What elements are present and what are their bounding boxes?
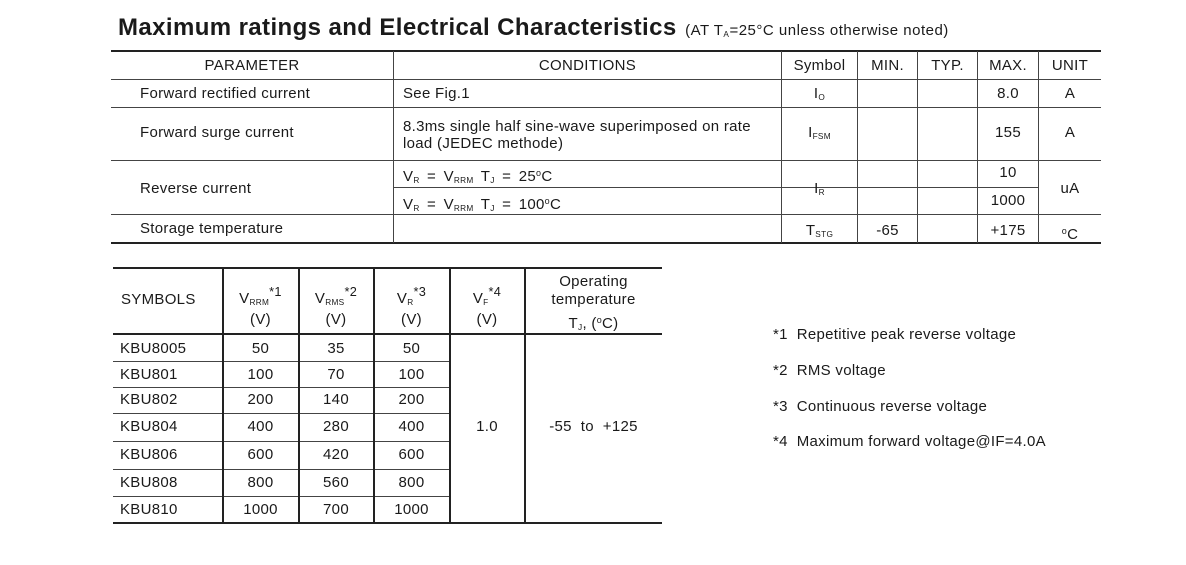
param-surge-current: Forward surge current <box>140 124 294 141</box>
param-storage-temp: Storage temperature <box>140 220 284 237</box>
header-max: MAX. <box>989 57 1027 74</box>
model-name: KBU806 <box>120 446 178 463</box>
model-vrms: 140 <box>323 391 349 408</box>
header-vrms-unit: (V) <box>325 311 347 328</box>
symbol-io: $I_O$ <box>813 85 826 103</box>
header-symbols: SYMBOLS <box>121 291 196 308</box>
model-vrrm: 200 <box>247 391 274 408</box>
header-optemp-line2: temperature <box>551 291 636 308</box>
note-item: *4 Maximum forward voltage@IF=4.0A <box>773 433 1046 450</box>
note-item: *3 Continuous reverse voltage <box>773 398 988 415</box>
header-unit: UNIT <box>1051 57 1089 74</box>
model-vr: 1000 <box>394 501 429 518</box>
model-vrms: 560 <box>323 474 349 491</box>
title-main: Maximum ratings and Electrical Characteristics <box>118 14 677 41</box>
model-name: KBU804 <box>120 418 178 435</box>
min-storage-temp: -65 <box>876 222 899 239</box>
max-reverse-25c: 10 <box>999 164 1017 181</box>
header-optemp-tj: $T_J$, ($^o$C) <box>568 314 619 332</box>
model-name: KBU808 <box>120 474 178 491</box>
vf-value: 1.0 <box>476 418 498 435</box>
model-vr: 50 <box>402 340 421 357</box>
header-min: MIN. <box>871 57 904 74</box>
header-typ: TYP. <box>931 57 964 74</box>
model-name: KBU802 <box>120 391 178 408</box>
header-parameter: PARAMETER <box>204 57 300 74</box>
max-storage-temp: +175 <box>990 222 1026 239</box>
model-vrms: 420 <box>323 446 349 463</box>
cond-surge-current: 8.3ms single half sine-wave superimposed on rate load (JEDEC methode) <box>403 118 751 152</box>
param-reverse-current: Reverse current <box>140 180 252 197</box>
symbol-tstg: $T_{STG}$ <box>805 222 834 240</box>
header-vr: $V_R^{*3}$ <box>396 284 427 308</box>
page-title <box>118 14 949 42</box>
symbol-ir: $I_R$ <box>814 180 825 198</box>
max-forward-current: 8.0 <box>997 85 1019 102</box>
model-vr: 400 <box>398 418 425 435</box>
header-optemp-line1: Operating <box>559 273 628 290</box>
cond-reverse-25c: $V_R = V_{RRM}$ $T_J = 25^oC$ <box>403 167 553 185</box>
model-vrms: 35 <box>327 340 345 357</box>
model-vrrm: 50 <box>251 340 270 357</box>
model-vrrm: 800 <box>247 474 274 491</box>
model-name: KBU801 <box>120 366 178 383</box>
header-vrrm-unit: (V) <box>250 311 271 328</box>
header-vrrm: $V_{RRM}^{*1}$ <box>239 284 282 308</box>
header-vr-unit: (V) <box>401 311 422 328</box>
model-name: KBU8005 <box>120 340 187 357</box>
param-forward-current: Forward rectified current <box>140 85 311 102</box>
unit-forward-current: A <box>1064 85 1076 102</box>
model-vr: 800 <box>398 474 425 491</box>
model-vr: 200 <box>398 391 425 408</box>
model-vrrm: 1000 <box>243 501 278 518</box>
header-vf: $V_F^{*4}$ <box>472 284 502 308</box>
max-reverse-100c: 1000 <box>990 192 1026 209</box>
unit-surge-current: A <box>1064 124 1076 141</box>
model-vrrm: 100 <box>247 366 274 383</box>
unit-reverse-current: uA <box>1060 180 1080 197</box>
title-note: (AT $T_A=25^\circ C$ unless otherwise noted) <box>685 22 949 40</box>
symbol-ifsm: $I_{FSM}$ <box>808 124 831 142</box>
model-vrrm: 600 <box>247 446 274 463</box>
max-surge-current: 155 <box>995 124 1021 141</box>
header-conditions: CONDITIONS <box>538 57 637 74</box>
header-symbol: Symbol <box>793 57 846 74</box>
model-vrms: 70 <box>327 366 345 383</box>
unit-storage-temp: $^o$C <box>1061 225 1079 243</box>
temp-range: -55 to +125 <box>549 418 638 435</box>
cond-forward-current: See Fig.1 <box>403 85 470 102</box>
cond-reverse-100c: $V_R = V_{RRM}$ $T_J = 100^oC$ <box>403 195 562 213</box>
header-vrms: $V_{RMS}^{*2}$ <box>314 284 358 308</box>
model-vr: 600 <box>398 446 425 463</box>
header-vf-unit: (V) <box>476 311 498 328</box>
model-name: KBU810 <box>120 501 178 518</box>
model-vrms: 700 <box>323 501 349 518</box>
model-vrrm: 400 <box>247 418 274 435</box>
model-vr: 100 <box>398 366 425 383</box>
note-item: *2 RMS voltage <box>773 362 886 379</box>
model-vrms: 280 <box>323 418 349 435</box>
note-item: *1 Repetitive peak reverse voltage <box>773 326 1017 343</box>
